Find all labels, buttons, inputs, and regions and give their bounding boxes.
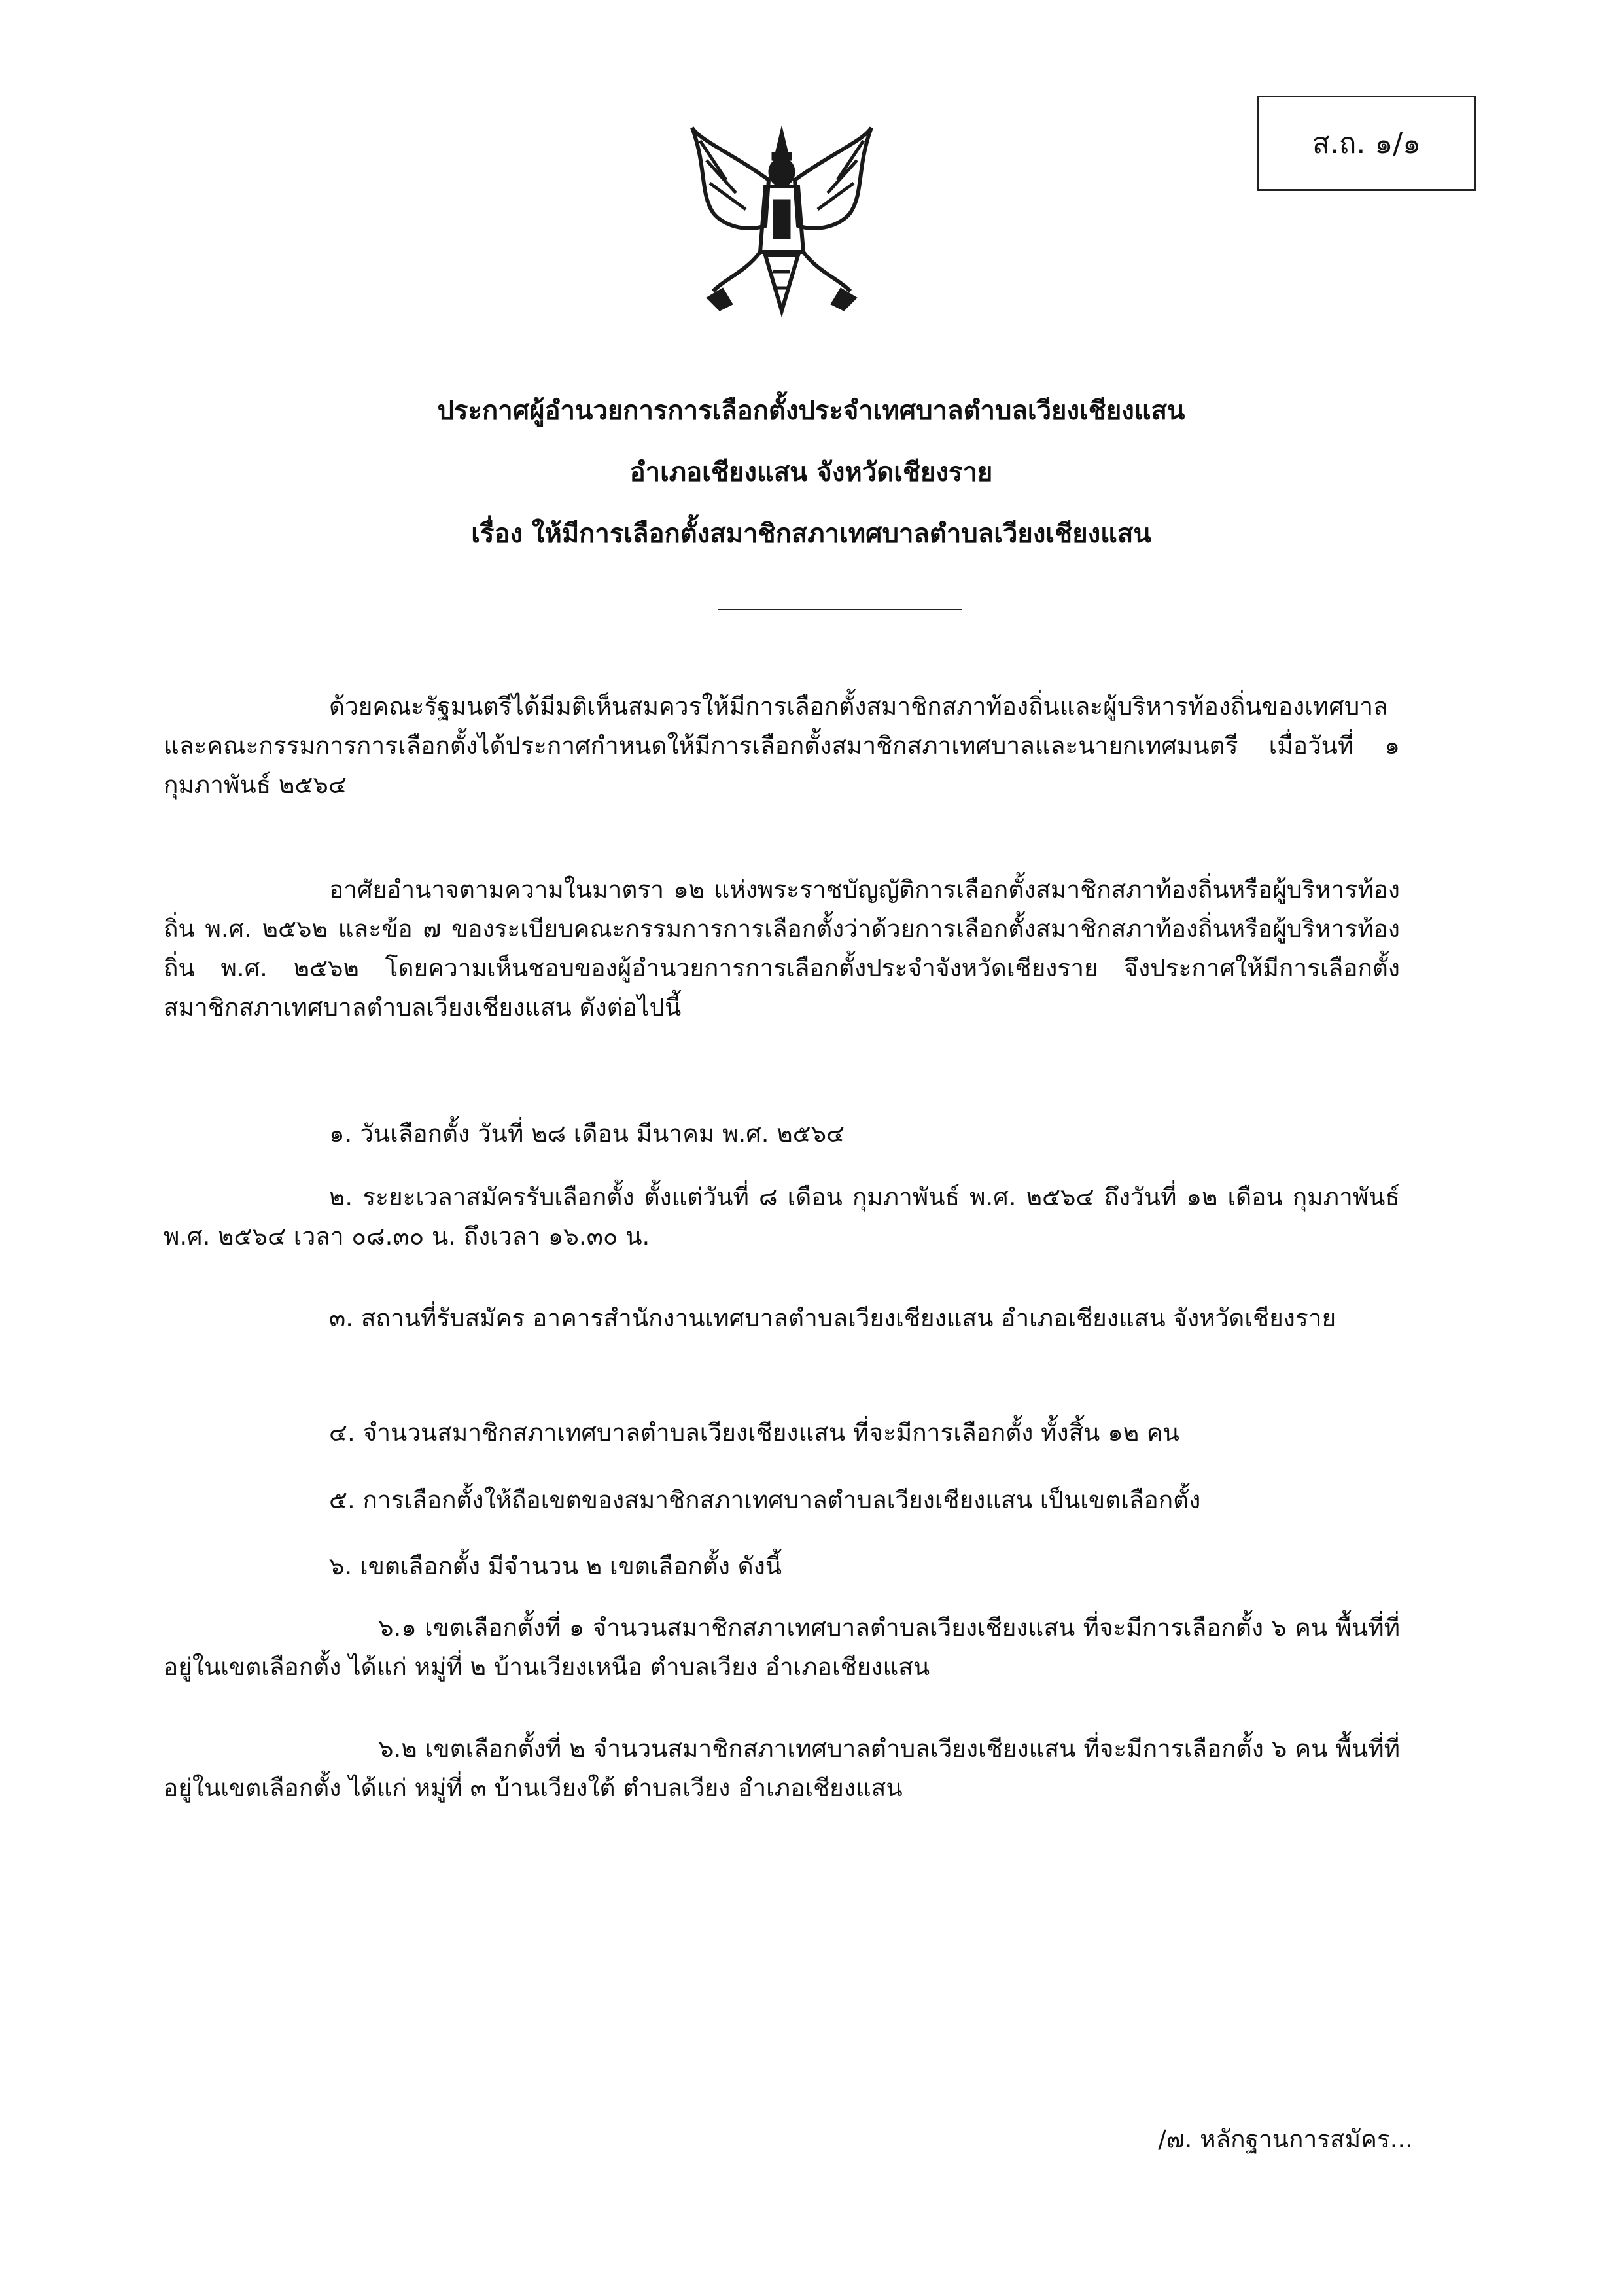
form-code: ส.ถ. ๑/๑ <box>1312 127 1422 160</box>
garuda-emblem-icon <box>687 115 877 324</box>
subitem-constituency-2: ๖.๒ เขตเลือกตั้งที่ ๒ จำนวนสมาชิกสภาเทศบาลตำบลเวียงเชียงแสน ที่จะมีการเลือกตั้ง ๖ คน พื้นที่ที่อยู่ในเขตเลือกตั้ง ได้แก่ หมู่ที่ ๓ บ้านเวียงใต้ ตำบลเวียง อำเภอเชียงแสน <box>164 1735 1400 1802</box>
item-election-date: ๑. วันเลือกตั้ง วันที่ ๒๘ เดือน มีนาคม พ.ศ. ๒๕๖๔ <box>329 1120 845 1148</box>
paragraph-legal-authority: อาศัยอำนาจตามความในมาตรา ๑๒ แห่งพระราชบัญญัติการเลือกตั้งสมาชิกสภาท้องถิ่นหรือผู้บริหารท้องถิ่น พ.ศ. ๒๕๖๒ และข้อ ๗ ของระเบียบคณะกรรมการการเลือกตั้งว่าด้วยการเลือกตั้งสมาชิกสภาท้องถิ่นหรือผู้บริหารท้องถิ่น พ.ศ. ๒๕๖๒ โดยความเห็นชอบของผู้อำนวยการการเลือกตั้งประจำจังหวัดเชียงราย จึงประกาศให้มีการเลือกตั้ง สมาชิกสภาเทศบาลตำบลเวียงเชียงแสน ดังต่อไปนี้ <box>164 875 1400 1021</box>
item-application-period: ๒. ระยะเวลาสมัครรับเลือกตั้ง ตั้งแต่วันที่ ๘ เดือน กุมภาพันธ์ พ.ศ. ๒๕๖๔ ถึงวันที่ ๑๒ เดือน กุมภาพันธ์ พ.ศ. ๒๕๖๔ เวลา ๐๘.๓๐ น. ถึงเวลา ๑๖.๓๐ น. <box>164 1183 1400 1250</box>
item-member-count: ๔. จำนวนสมาชิกสภาเทศบาลตำบลเวียงเชียงแสน ที่จะมีการเลือกตั้ง ทั้งสิ้น ๑๒ คน <box>329 1419 1179 1447</box>
district-province-line: อำเภอเชียงแสน จังหวัดเชียงราย <box>629 457 993 487</box>
subitem-constituency-1: ๖.๑ เขตเลือกตั้งที่ ๑ จำนวนสมาชิกสภาเทศบาลตำบลเวียงเชียงแสน ที่จะมีการเลือกตั้ง ๖ คน พื้นที่ที่อยู่ในเขตเลือกตั้ง ได้แก่ หมู่ที่ ๒ บ้านเวียงเหนือ ตำบลเวียง อำเภอเชียงแสน <box>164 1614 1400 1681</box>
subject-line: เรื่อง ให้มีการเลือกตั้งสมาชิกสภาเทศบาลตำบลเวียงเชียงแสน <box>471 519 1151 549</box>
form-code-box <box>1257 96 1476 191</box>
item-constituency-count: ๖. เขตเลือกตั้ง มีจำนวน ๒ เขตเลือกตั้ง ดังนี้ <box>329 1552 782 1580</box>
item-electoral-boundary: ๕. การเลือกตั้งให้ถือเขตของสมาชิกสภาเทศบาลตำบลเวียงเชียงแสน เป็นเขตเลือกตั้ง <box>329 1486 1201 1514</box>
title-divider <box>718 609 962 610</box>
paragraph-cabinet-resolution: ด้วยคณะรัฐมนตรีได้มีมติเห็นสมควรให้มีการเลือกตั้งสมาชิกสภาท้องถิ่นและผู้บริหารท้องถิ่นของเทศบาล และคณะกรรมการการเลือกตั้งได้ประกาศกำหนดให้มีการเลือกตั้งสมาชิกสภาเทศบาลและนายกเทศมนตรี เมื่อวันที่ ๑ กุมภาพันธ์ ๒๕๖๔ <box>164 692 1400 799</box>
announcement-title: ประกาศผู้อำนวยการการเลือกตั้งประจำเทศบาลตำบลเวียงเชียงแสน <box>437 396 1185 426</box>
item-application-venue: ๓. สถานที่รับสมัคร อาคารสำนักงานเทศบาลตำบลเวียงเชียงแสน อำเภอเชียงแสน จังหวัดเชียงราย <box>329 1304 1336 1332</box>
continuation-note: /๗. หลักฐานการสมัคร... <box>1158 2125 1413 2153</box>
